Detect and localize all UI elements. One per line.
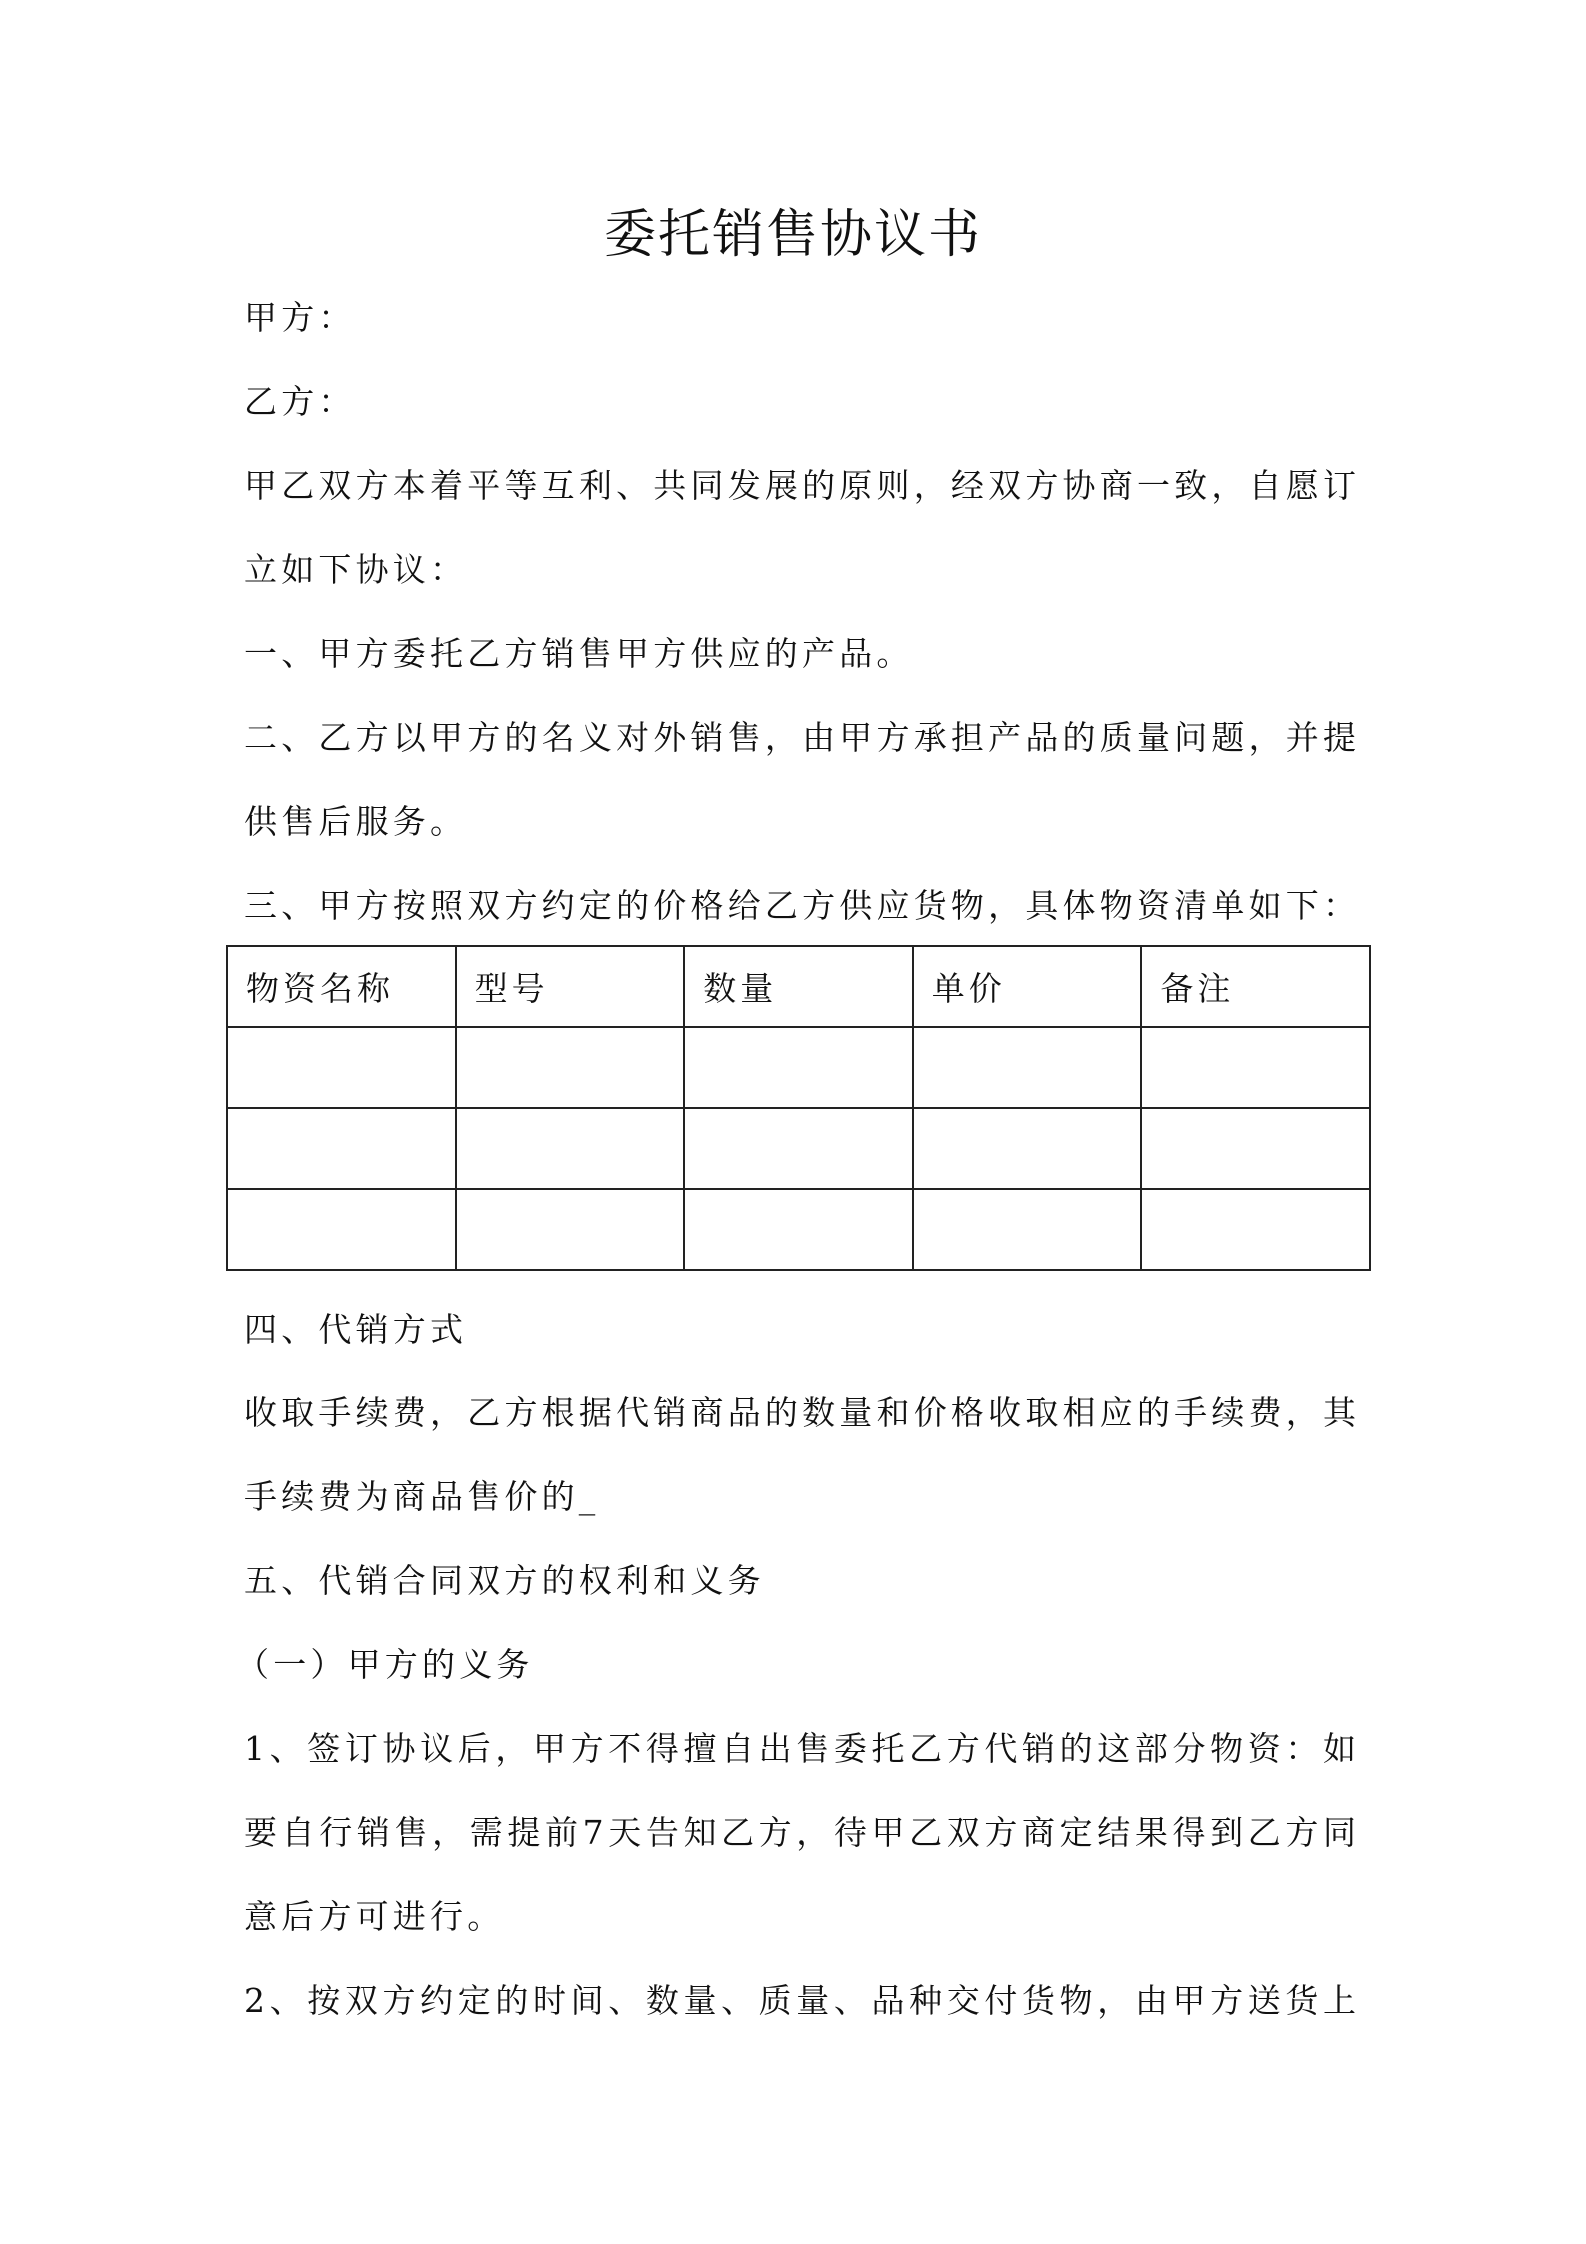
item-1-line-3: 意后方可进行。 (244, 1897, 505, 1936)
table-header-cell: 物资名称 (227, 946, 456, 1027)
clause-2-line-1: 二、乙方以甲方的名义对外销售，由甲方承担产品的质量问题，并提 (244, 718, 1356, 757)
table-cell[interactable] (684, 1108, 913, 1189)
table-cell[interactable] (227, 1027, 456, 1108)
table-cell[interactable] (456, 1189, 685, 1270)
table-cell[interactable] (913, 1027, 1142, 1108)
table-cell[interactable] (1141, 1027, 1370, 1108)
table-row (227, 1108, 1370, 1189)
intro-paragraph-line-1: 甲乙双方本着平等互利、共同发展的原则，经双方协商一致，自愿订 (244, 466, 1356, 505)
table-cell[interactable] (1141, 1189, 1370, 1270)
table-row (227, 1189, 1370, 1270)
goods-list-table (226, 945, 1371, 1271)
table-header-row (227, 946, 1370, 1027)
table-row (227, 1027, 1370, 1108)
clause-4-line-2: 手续费为商品售价的_ (244, 1477, 600, 1516)
table-cell[interactable] (684, 1027, 913, 1108)
table-header-cell: 备注 (1141, 946, 1370, 1027)
table-cell[interactable] (456, 1108, 685, 1189)
table-cell[interactable] (684, 1189, 913, 1270)
subsection-1-heading: （一）甲方的义务 (236, 1645, 534, 1684)
clause-4-heading: 四、代销方式 (244, 1310, 468, 1349)
table-header-cell: 单价 (913, 946, 1142, 1027)
clause-5-heading: 五、代销合同双方的权利和义务 (244, 1561, 765, 1600)
document-title: 委托销售协议书 (603, 205, 982, 265)
clause-1: 一、甲方委托乙方销售甲方供应的产品。 (244, 634, 914, 673)
party-a-label: 甲方： (244, 298, 356, 337)
table-header-cell: 型号 (456, 946, 685, 1027)
table-cell[interactable] (913, 1108, 1142, 1189)
item-1-line-2: 要自行销售，需提前7天告知乙方，待甲乙双方商定结果得到乙方同 (244, 1813, 1356, 1852)
clause-3: 三、甲方按照双方约定的价格给乙方供应货物，具体物资清单如下： (244, 886, 1356, 925)
item-1-line-1: 1、签订协议后，甲方不得擅自出售委托乙方代销的这部分物资：如 (244, 1729, 1356, 1768)
table-cell[interactable] (227, 1189, 456, 1270)
table-cell[interactable] (456, 1027, 685, 1108)
table-cell[interactable] (1141, 1108, 1370, 1189)
table-header-cell: 数量 (684, 946, 913, 1027)
party-b-label: 乙方： (244, 382, 356, 421)
table-cell[interactable] (227, 1108, 456, 1189)
clause-2-line-2: 供售后服务。 (244, 802, 468, 841)
clause-4-line-1: 收取手续费，乙方根据代销商品的数量和价格收取相应的手续费，其 (244, 1393, 1356, 1432)
table-cell[interactable] (913, 1189, 1142, 1270)
intro-paragraph-line-2: 立如下协议： (244, 550, 468, 589)
item-2-line-1: 2、按双方约定的时间、数量、质量、品种交付货物，由甲方送货上 (244, 1981, 1356, 2020)
